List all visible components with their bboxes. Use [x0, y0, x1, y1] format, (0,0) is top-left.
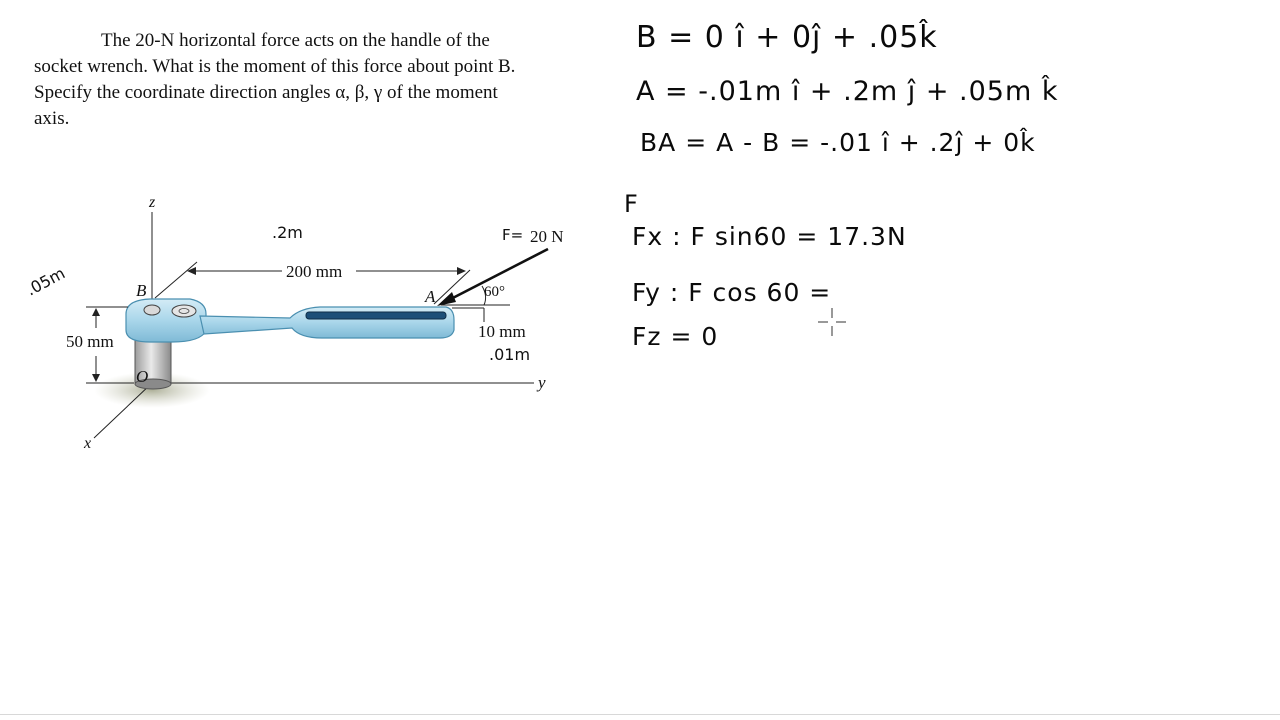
- force-label: 20 N: [530, 227, 564, 246]
- hw-offset-m: .01m: [489, 345, 531, 364]
- point-o-label: O: [136, 367, 149, 386]
- x-axis-label: x: [84, 435, 92, 452]
- pawl-lever: [172, 305, 196, 317]
- problem-line-1: The 20-N horizontal force acts on the handle of the: [101, 30, 490, 51]
- dim-height-label: 50 mm: [66, 332, 114, 351]
- note-f-label: F: [624, 190, 639, 218]
- pawl-button: [144, 305, 160, 315]
- note-fz: Fz = 0: [632, 322, 719, 351]
- y-axis-label: y: [538, 373, 546, 392]
- hw-height-m: .05m: [22, 263, 69, 300]
- note-a-vector: A = -.01m î + .2m ĵ + .05m k̂: [636, 76, 1059, 107]
- hw-force-prefix: F=: [502, 226, 524, 244]
- hw-length-m: .2m: [272, 223, 303, 242]
- wrench-head: [126, 299, 206, 342]
- problem-line-4: axis.: [34, 108, 70, 129]
- dim-offset-label: 10 mm: [478, 322, 526, 341]
- z-axis-label: z: [149, 194, 156, 211]
- angle-label: 60°: [484, 284, 505, 300]
- dim-50-arrow-top: [92, 308, 100, 316]
- problem-line-2: socket wrench. What is the moment of this force about point B.: [34, 56, 516, 77]
- dim-200-arrow-right: [457, 267, 466, 275]
- note-b-vector: B = 0 î + 0ĵ + .05k̂: [636, 20, 938, 55]
- dim-200-arrow-left: [187, 267, 196, 275]
- dim-50-arrow-bottom: [92, 374, 100, 382]
- bottom-border: [0, 714, 1280, 715]
- note-fx: Fx : F sin60 = 17.3N: [632, 222, 907, 251]
- point-b-label: B: [136, 281, 147, 300]
- note-fy: Fy : F cos 60 =: [632, 278, 832, 307]
- point-a-label: A: [425, 287, 436, 306]
- handle-slot: [306, 312, 446, 319]
- note-ba-vector: BA = A - B = -.01 î + .2ĵ + 0k̂: [640, 128, 1036, 157]
- dim-length-label: 200 mm: [286, 262, 343, 281]
- problem-line-3: Specify the coordinate direction angles α, β, γ of the moment: [34, 82, 498, 103]
- dim-200-ext-left: [155, 262, 197, 298]
